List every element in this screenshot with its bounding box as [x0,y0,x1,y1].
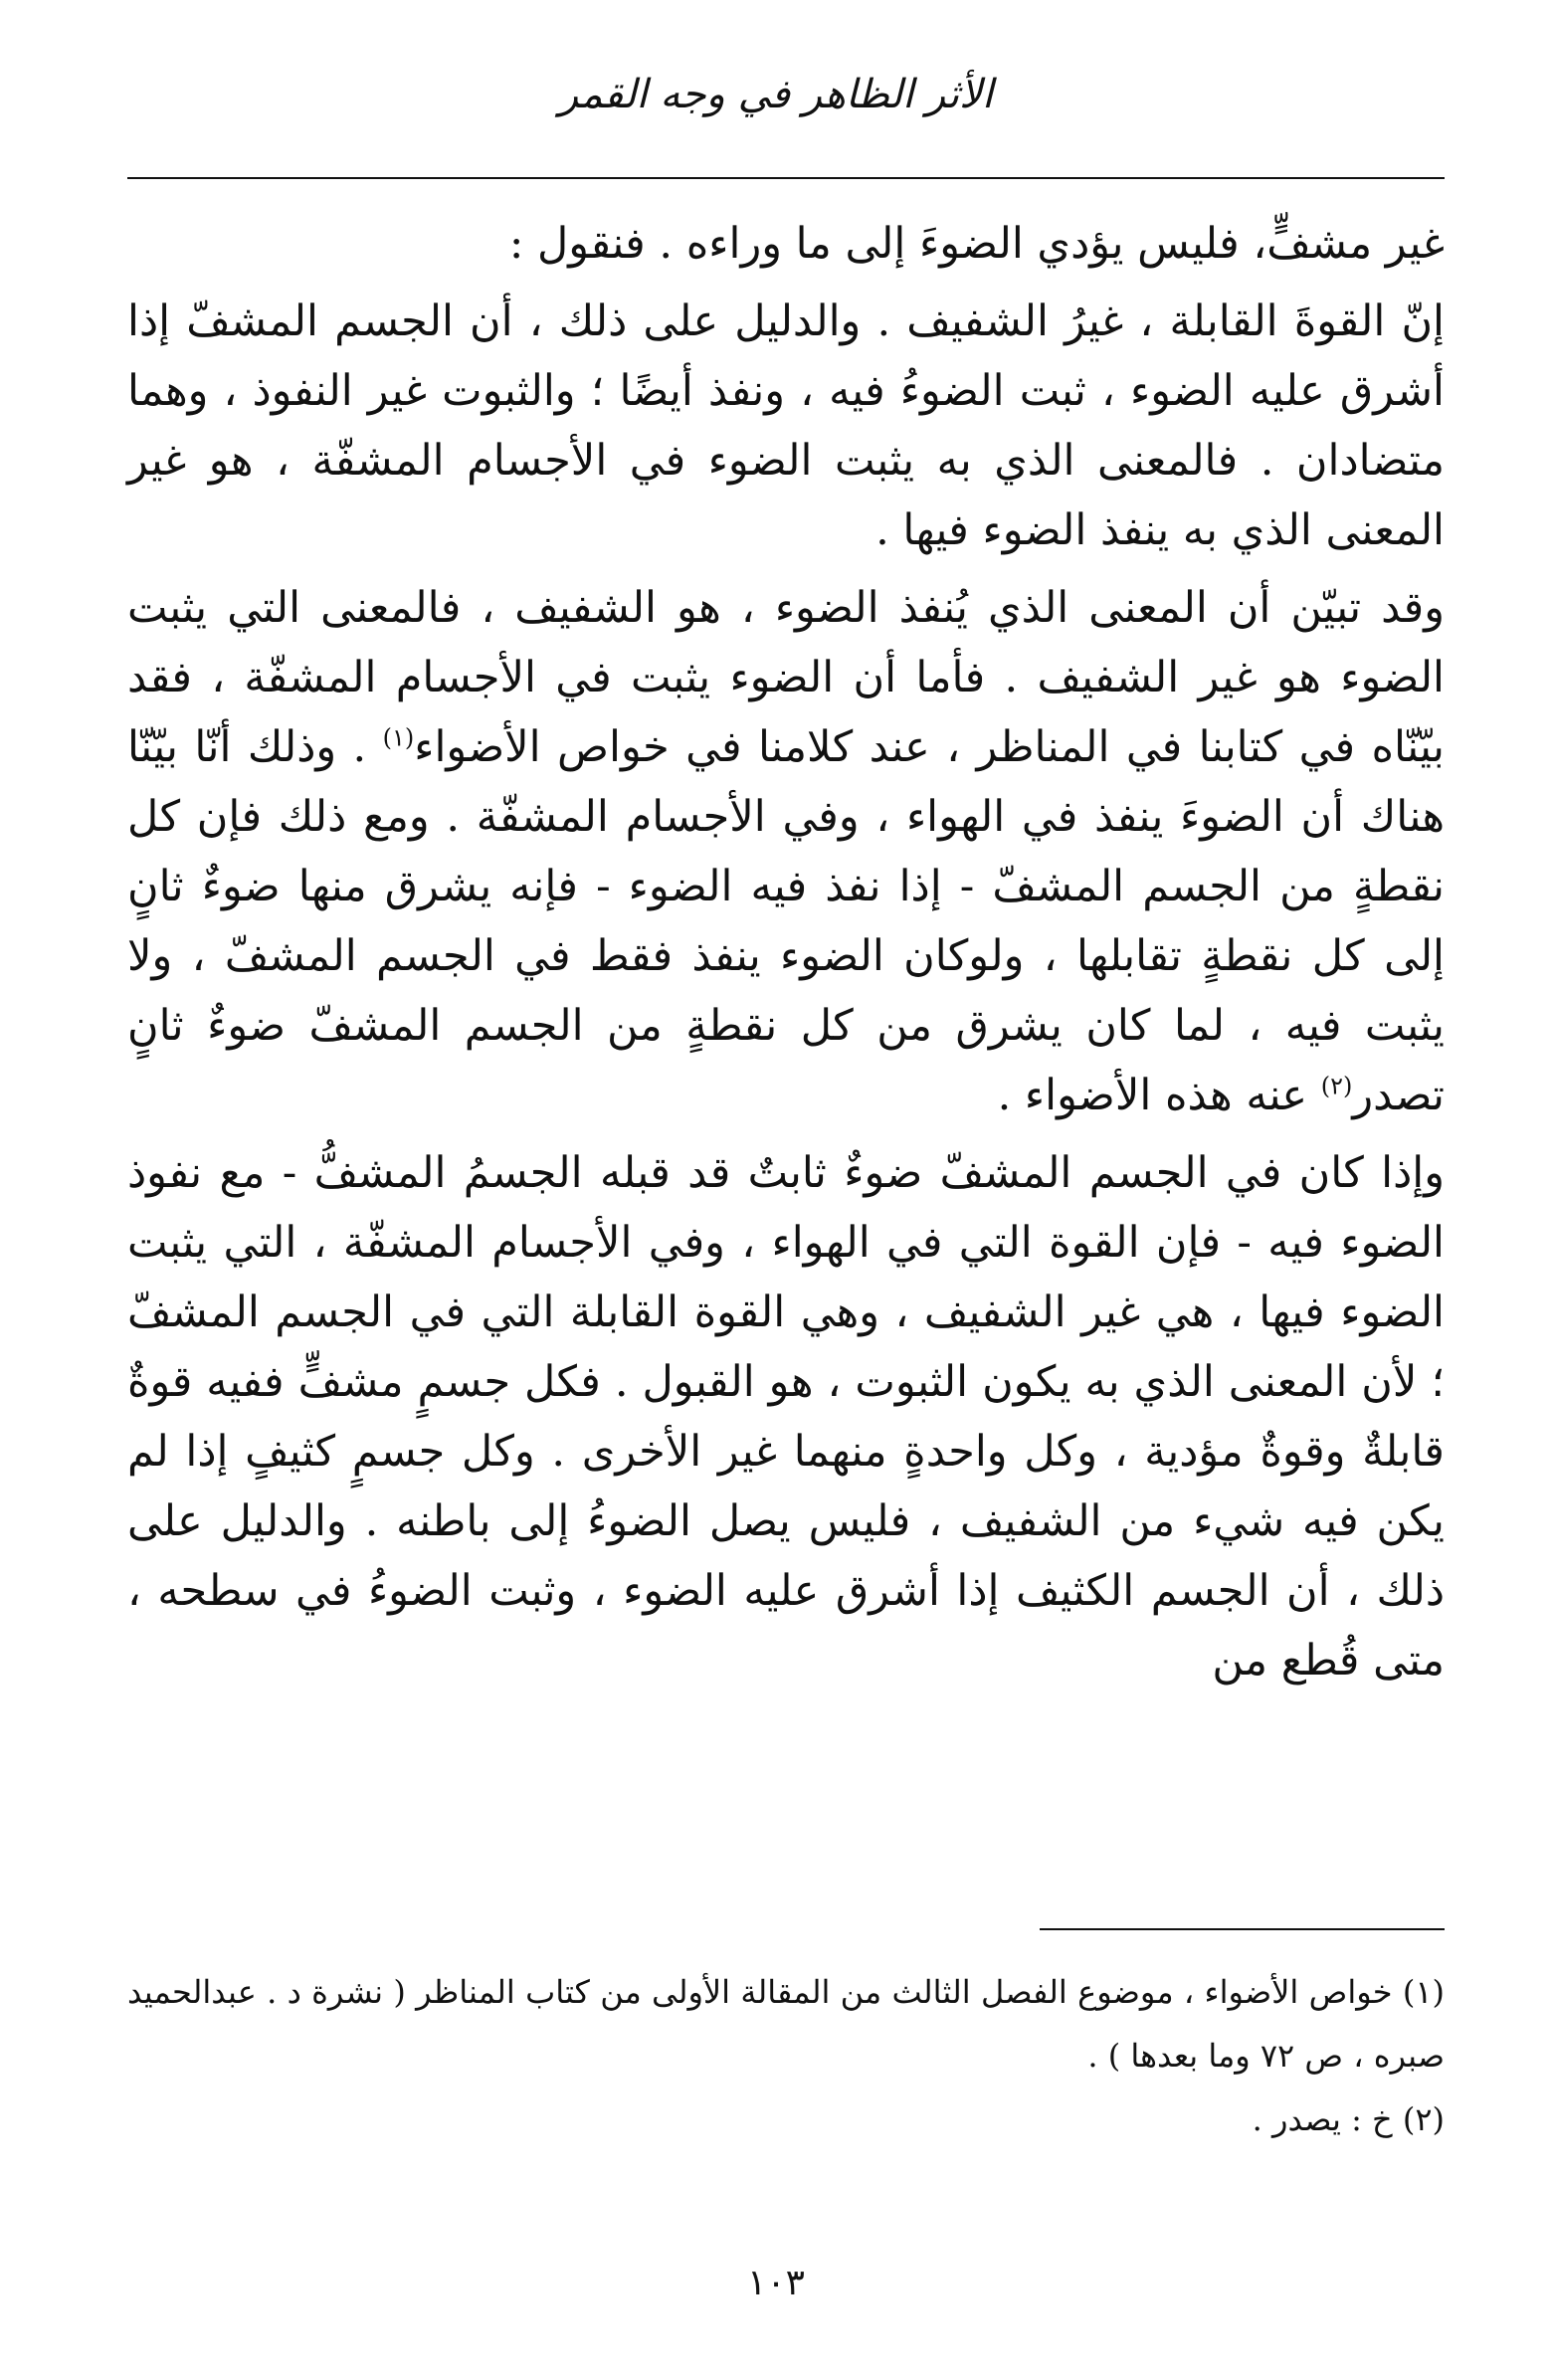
footnote-2: (٢) خ : يصدر . [1252,2100,1445,2138]
header-rule [127,177,1445,179]
body-text [127,209,1445,1695]
paragraph-3-text-after: عنه هذه الأضواء . [997,1071,1321,1120]
footnotes [127,1960,1445,2151]
footnote-rule [1040,1928,1445,1930]
paragraph-4: وإذا كان في الجسم المشفّ ضوءٌ ثابتٌ قد قبله الجسمُ المشفُّ - مع نفوذ الضوء فيه - فإن القوة التي في الهواء ، وفي الأجسام المشفّة ، التي يثبت الضوء فيها ، هي غير الشفيف ، وهي القوة القابلة التي في الجسم المشفّ ؛ لأن المعنى الذي به يكون الثبوت ، هو القبول . فكل جسمٍ مشفٍّ ففيه قوةٌ قابلةٌ وقوةٌ مؤدية ، وكل واحدةٍ منهما غير الأخرى . وكل جسمٍ كثيفٍ إذا لم يكن فيه شيء من الشفيف ، فليس يصل الضوءُ إلى باطنه . والدليل على ذلك ، أن الجسم الكثيف إذا أشرق عليه الضوء ، وثبت الضوءُ في سطحه ، متى قُطع من [127,1148,1445,1686]
paragraph-2: إنّ القوةَ القابلة ، غيرُ الشفيف . والدليل على ذلك ، أن الجسم المشفّ إذا أشرق عليه الضوء ، ثبت الضوءُ فيه ، ونفذ أيضًا ؛ والثبوت غير النفوذ ، وهما متضادان . فالمعنى الذي به يثبت الضوء في الأجسام المشفّة ، هو غير المعنى الذي به ينفذ الضوء فيها . [127,297,1445,555]
paragraph-3-text-before: وقد تبيّن أن المعنى الذي يُنفذ الضوء ، هو الشفيف ، فالمعنى التي يثبت الضوء هو غير الشفيف . فأما أن الضوء يثبت في الأجسام المشفّة ، فقد بيّنّاه في كتابنا في المناظر ، عند كلامنا في خواص الأضواء [127,583,1445,772]
footnote-ref-1[interactable]: (١) [382,723,415,752]
running-head: الأثر الظاهر في وجه القمر [558,72,994,117]
paragraph-3 [127,573,1445,1130]
paragraph-3-text-middle: . وذلك أنّا بيّنّا هناك أن الضوءَ ينفذ في الهواء ، وفي الأجسام المشفّة . ومع ذلك فإن كل نقطةٍ من الجسم المشفّ - إذا نفذ فيه الضوء - فإنه يشرق منها ضوءٌ ثانٍ إلى كل نقطةٍ تقابلها ، ولوكان الضوء ينفذ فقط في الجسم المشفّ ، ولا يثبت فيه ، لما كان يشرق من كل نقطةٍ من الجسم المشفّ ضوءٌ ثانٍ تصدر [127,722,1445,1120]
page-number: ١٠٣ [746,2263,805,2303]
footnote-ref-2[interactable]: (٢) [1320,1072,1353,1100]
footnote-1: (١) خواص الأضواء ، موضوع الفصل الثالث من المقالة الأولى من كتاب المناظر ( نشرة د . عبدالحميد صبره ، ص ٧٢ وما بعدها ) . [127,1973,1446,2075]
paragraph-1: غير مشفٍّ، فليس يؤدي الضوءَ إلى ما وراءه . فنقول : [508,219,1445,269]
